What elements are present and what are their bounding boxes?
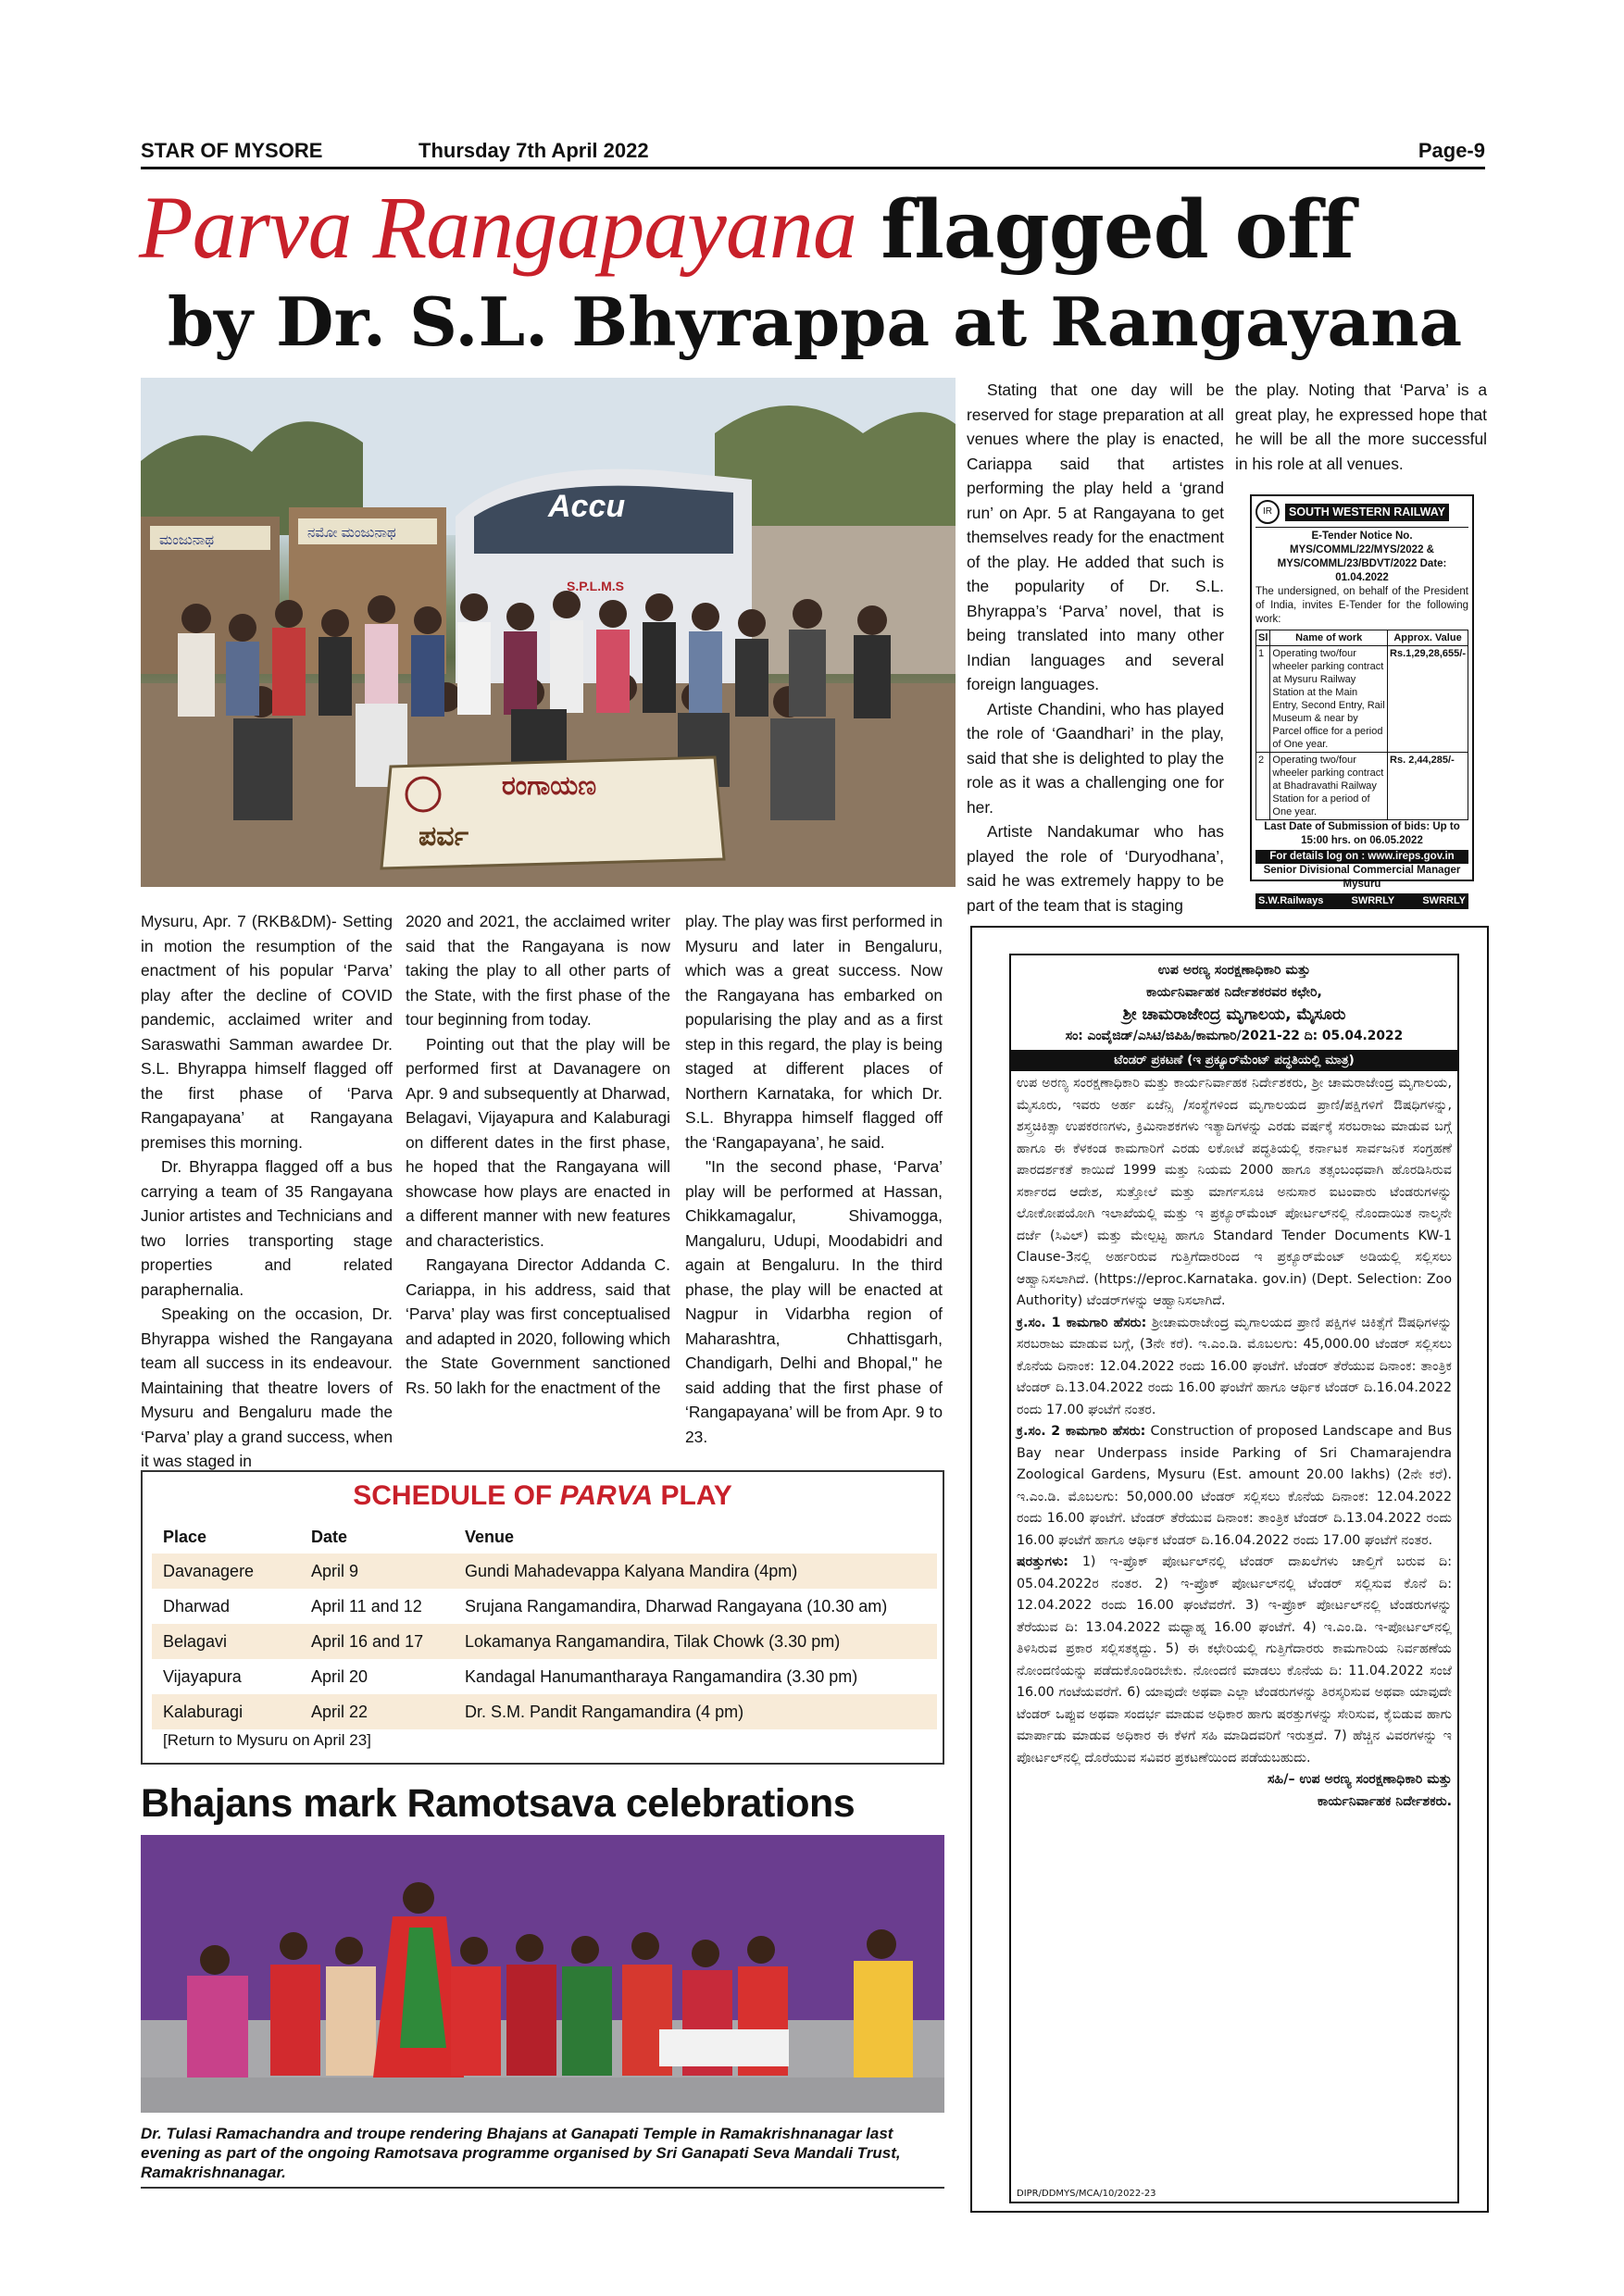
railway-tender-ad [1250, 494, 1474, 906]
article-paragraph: Dr. Bhyrappa flagged off a bus carrying a team of 35 Rangayana Junior artistes and Technicians and two lorries transporting stage properties and related paraphernalia. [141, 1157, 393, 1299]
zoo-ad-work-1-label: ಕ್ರ.ಸಂ. 1 ಕಾಮಗಾರಿ ಹೆಸರು: [1017, 1315, 1147, 1330]
zoo-ad-work-2-label: ಕ್ರ.ಸಂ. 2 ಕಾಮಗಾರಿ ಹೆಸರು: [1017, 1424, 1146, 1439]
zoo-ad-paragraph: ಉಪ ಅರಣ್ಯ ಸಂರಕ್ಷಣಾಧಿಕಾರಿ ಮತ್ತು ಕಾರ್ಯನಿರ್ವಾಹಕ ನಿರ್ದೇಶಕರು, ಶ್ರೀ ಚಾಮರಾಜೇಂದ್ರ ಮೃಗಾಲಯ, ಮೈಸೂರು, ಇವರು ಅರ್ಹ ಏಜೆನ್ಸಿ /ಸಂಸ್ಥೆಗಳಿಂದ ಮೃಗಾಲಯದ ಪ್ರಾಣಿ/ಪಕ್ಷಿಗಳಿಗೆ ಔಷಧಿಗಳನ್ನು, ಶಸ್ತ್ರಚಿಕಿತ್ಸಾ ಉಪಕರಣಗಳು, ಕ್ರಿಮಿನಾಶಕಗಳು ಇತ್ಯಾದಿಗಳನ್ನು ಎರಡು ವರ್ಷಕ್ಕೆ ಸರಬರಾಜು ಮಾಡುವ ಬಗ್ಗೆ ಹಾಗೂ ಈ ಕೆಳಕಂಡ ಕಾಮಗಾರಿಗೆ ಎರಡು ಲಕೋಟೆ ಪದ್ಧತಿಯಲ್ಲಿ ಕರ್ನಾಟಕ ಸಾರ್ವಜನಿಕ ಸಂಗ್ರಹಣೆ ಪಾರದರ್ಶಕತೆ ಕಾಯಿದೆ 1999 ಮತ್ತು ನಿಯಮ 2000 ಹಾಗೂ ತತ್ಸಂಬಂಧವಾಗಿ ಹೊರಡಿಸಿರುವ ಸರ್ಕಾರದ ಆದೇಶ, ಸುತ್ತೋಲೆ ಮತ್ತು ಮಾರ್ಗಸೂಚಿ ಅನುಸಾರ ಐಟಂವಾರು ಟೆಂಡರುಗಳನ್ನು ಲೋಕೋಪಯೋಗಿ ಇಲಾಖೆಯಲ್ಲಿ ಮತ್ತು ಇ ಪ್ರಕ್ಯೂರ್‌ಮೆಂಟ್ ಪೋರ್ಟಲ್‌ನಲ್ಲಿ ನೊಂದಾಯಿತ ನಾಲ್ಕನೇ ದರ್ಜೆ (ಸಿವಿಲ್) ಮತ್ತು ಮೇಲ್ಪಟ್ಟ ಹಾಗೂ Standard Tender Documents KW-1 Clause-3ನಲ್ಲಿ ಅರ್ಹರಿರುವ ಗುತ್ತಿಗೆದಾರರಿಂದ ಇ ಪ್ರಕ್ಯೂರ್‌ಮೆಂಟ್ ಅಡಿಯಲ್ಲಿ ಸಲ್ಲಿಸಲು ಆಹ್ವಾನಿಸಲಾಗಿದೆ. (https://eproc.Karnataka. gov.in) (Dept. Selection: Zoo Authority) ಟೆಂಡರ್‌ಗಳನ್ನು ಆಹ್ವಾನಿಸಲಾಗಿದೆ. [1017, 1076, 1452, 1308]
table-cell: Davanagere [152, 1554, 300, 1589]
table-row [152, 1589, 937, 1624]
railway-ad-header [1255, 500, 1468, 528]
bus-name: Accu [548, 489, 626, 524]
article-paragraph: Artiste Chandini, who has played the role of ‘Gaandhari’ in the play, said that she is delighted to play the role as it was a challenging one for her. [967, 699, 1224, 817]
zoo-ad-signature-2: ಕಾರ್ಯನಿರ್ವಾಹಕ ನಿರ್ದೇಶಕರು. [1317, 1793, 1452, 1809]
article-column-2 [406, 909, 670, 1400]
article-paragraph: Mysuru, Apr. 7 (RKB&DM)- Setting in motion the resumption of the enactment of his popular ‘Parva’ play after the decline of COVID pandemic, acclaimed writer and Saraswathi Samman awardee Dr. S.L. Bhyrappa himself flagged off the first phase of ‘Parva Rangapayana’ at Rangayana premises this morning. [141, 912, 393, 1152]
zoo-ad-head-line3: ಶ್ರೀ ಚಾಮರಾಜೇಂದ್ರ ಮೃಗಾಲಯ, ಮೈಸೂರು [1122, 1005, 1346, 1024]
article-paragraph: Stating that one day will be reserved for stage preparation at all venues where the play is enacted, Cariappa said that artistes performing the play held a ‘grand run’ on Apr. 5 at Rangayana to get themselves ready for the enactment of the play. He added that such is the popularity of Dr. S.L. Bhyrappa’s ‘Parva’ novel, that is being translated into many other Indian languages and several foreign languages. [967, 381, 1224, 693]
railway-work-table [1255, 630, 1468, 820]
table-cell: Lokamanya Rangamandira, Tilak Chowk (3.30 pm) [454, 1624, 937, 1659]
article-paragraph: "In the second phase, ‘Parva’ play will be performed at Hassan, Chikkamagalur, Shivamogga, Mangaluru, Udupi, Moodabidri and again at Bengaluru. In the third phase, the play will be enacted at Nagpur in Vidarbha region of Maharashtra, Chhattisgarh, Chandigarh, Delhi and Bhopal," he said adding that the first phase of ‘Rangapayana’ will be from Apr. 9 to 23. [685, 1157, 943, 1446]
railway-last-date: Last Date of Submission of bids: Up to 15:00 hrs. on 06.05.2022 [1264, 821, 1460, 846]
table-header: Sl [1256, 630, 1270, 646]
masthead-rule [141, 167, 1485, 169]
schedule-title-italic: PARVA [559, 1480, 654, 1511]
table-header: Place [163, 1527, 207, 1546]
schedule-note: [Return to Mysuru on April 23] [163, 1731, 371, 1749]
bottom-rule [141, 2187, 944, 2189]
railway-intro: The undersigned, on behalf of the President of India, invites E-Tender for the following work: [1255, 586, 1468, 625]
article-column-4 [967, 378, 1224, 917]
zoo-ad-work-2 [1017, 1421, 1452, 1552]
table-header: Date [311, 1527, 348, 1546]
article-paragraph: Speaking on the occasion, Dr. Bhyrappa wished the Rangayana team all success in its endeavour. Maintaining that theatre lovers of Mysuru and Bengaluru made the ‘Parva’ play a grand success, when it was staged in [141, 1304, 393, 1470]
headline-black-part: flagged off [881, 183, 1354, 277]
table-row [1256, 646, 1468, 753]
railway-notice-number: E-Tender Notice No. MYS/COMML/22/MYS/2022 & MYS/COMML/23/BDVT/2022 Date: 01.04.2022 [1277, 530, 1447, 583]
zoo-ad-conditions-label: ಷರತ್ತುಗಳು: [1017, 1554, 1068, 1569]
railway-details-link: For details log on : www.ireps.gov.in [1255, 850, 1468, 864]
zoo-ad-work-2-text: Construction of proposed Landscape and Bus Bay near Underpass inside Parking of Sri Chamarajendra Zoological Gardens, Mysuru (Est. amount 20.00 lakhs) (2ನೇ ಕರೆ). ಇ.ಎಂ.ಡಿ. ಮೊಬಲಗು: 50,000.00 ಟೆಂಡರ್ ಸಲ್ಲಿಸಲು ಕೊನೆಯ ದಿನಾಂಕ: 12.04.2022 ರಂದು 16.00 ಘಂಟೆಗೆ. ಟೆಂಡರ್ ತೆರೆಯುವ ದಿನಾಂಕ: ತಾಂತ್ರಿಕ ಟೆಂಡರ್ ದಿ.13.04.2022 ರಂದು 16.00 ಘಂಟೆಗೆ ಹಾಗೂ ಆರ್ಥಿಕ ಟೆಂಡರ್ ದಿ.16.04.2022 ರಂದು 17.00 ಘಂಟೆಗೆ ನಂತರ. [1017, 1424, 1452, 1548]
table-row [152, 1659, 937, 1694]
article-paragraph: Pointing out that the play will be performed first at Davanagere on Apr. 9 and subsequently at Dharwad, Belagavi, Vijayapura and Kalaburagi on different dates in the first phase, he hoped that the Rangayana will showcase how plays are enacted in a different manner with new features and characteristics. [406, 1034, 670, 1250]
zoo-ad-reference: ಸಂ: ಎಂವೈಜಿಡ್/ಎಸಿಟಿ/ಜಿಪಿಹಿ/ಕಾಮಗಾರಿ/2021-22 ದಿ: 05.04.2022 [1065, 1029, 1404, 1043]
railway-logo-icon: IR [1255, 500, 1280, 524]
railway-footer [1255, 893, 1468, 909]
issue-date: Thursday 7th April 2022 [418, 139, 649, 162]
lorry-right-sign: ನಮೋ ಮಂಜುನಾಥ [307, 525, 396, 541]
page-number: Page-9 [1418, 139, 1485, 162]
headline-line2: by Dr. S.L. Bhyrappa at Rangayana [167, 282, 1463, 361]
railway-ad-title: SOUTH WESTERN RAILWAY [1285, 504, 1449, 521]
zoo-ad-signature-1: ಸಹಿ/– ಉಪ ಅರಣ್ಯ ಸಂರಕ್ಷಣಾಧಿಕಾರಿ ಮತ್ತು [1268, 1772, 1452, 1787]
schedule-box [141, 1470, 944, 1765]
banner-sub: ಪರ್ವ [418, 821, 469, 852]
zoo-tender-ad [970, 926, 1489, 2213]
table-cell: Dharwad [163, 1596, 231, 1616]
table-header: Name of work [1270, 630, 1388, 646]
bhajan-caption: Dr. Tulasi Ramachandra and troupe rendering Bhajans at Ganapati Temple in Ramakrishnanagar last evening as part of the ongoing Ramotsava programme organised by Sri Ganapati Seva Mandali Trust, Ramakrishnanagar. [141, 2125, 901, 2181]
table-cell: Belagavi [152, 1624, 300, 1659]
bus-plate: S.P.L.M.S [567, 579, 624, 593]
table-cell: Rs. 2,44,285/- [1388, 753, 1468, 820]
zoo-ad-head-line2: ಕಾರ್ಯನಿರ್ವಾಹಕ ನಿರ್ದೇಶಕರವರ ಕಛೇರಿ, [1146, 985, 1322, 1000]
table-row [152, 1694, 937, 1729]
railway-footer-left: S.W.Railways [1258, 895, 1324, 906]
table-cell: Rs.1,29,28,655/- [1388, 646, 1468, 753]
table-cell: 1 [1256, 646, 1270, 753]
table-cell: Kalaburagi [152, 1694, 300, 1729]
railway-footer-mid: SWRRLY [1351, 895, 1395, 906]
zoo-ad-conditions [1017, 1552, 1452, 1769]
flag-off-photo [141, 378, 956, 887]
zoo-ad-heading [1017, 959, 1452, 1026]
bhajan-photo [141, 1835, 944, 2113]
table-cell: April 11 and 12 [311, 1596, 422, 1616]
article-paragraph: Artiste Nandakumar who has played the role of ‘Duryodhana’, said he was extremely happy to be part of the team that is staging [967, 822, 1224, 915]
article-column-1 [141, 909, 393, 1474]
table-header: Venue [465, 1527, 515, 1546]
article-column-5 [1235, 378, 1487, 476]
zoo-ad-head-line1: ಉಪ ಅರಣ್ಯ ಸಂರಕ್ಷಣಾಧಿಕಾರಿ ಮತ್ತು [1157, 963, 1311, 978]
article-paragraph: 2020 and 2021, the acclaimed writer said that the Rangayana is now taking the play to all other parts of the State, with the first phase of the tour beginning from today. [406, 912, 670, 1029]
schedule-title-post: PLAY [653, 1480, 732, 1511]
headline-red-part: Parva Rangapayana [139, 178, 856, 277]
table-cell: April 16 and 17 [300, 1624, 454, 1659]
table-cell: Operating two/four wheeler parking contract at Bhadravathi Railway Station for a period of One year. [1270, 753, 1388, 820]
table-cell: Operating two/four wheeler parking contract at Mysuru Railway Station at the Main Entry, Second Entry, Rail Museum & near by Parcel office for a period of One year. [1270, 646, 1388, 753]
schedule-table [152, 1520, 937, 1729]
schedule-title [143, 1472, 943, 1520]
article-paragraph: the play. Noting that ‘Parva’ is a great play, he expressed hope that he will be all the more successful in his role at all venues. [1235, 381, 1487, 473]
bhajan-headline: Bhajans mark Ramotsava celebrations [141, 1781, 856, 1826]
table-cell: Dr. S.M. Pandit Rangamandira (4 pm) [454, 1694, 937, 1729]
article-paragraph: play. The play was first performed in Mysuru and later in Bengaluru, which was a great success. Now the Rangayana has embarked on popularising the play and as a first step in this regard, the play is being staged at different places of Northern Karnataka, for which Dr. S.L. Bhyrappa himself flagged off the ‘Rangapayana’, he said. [685, 912, 943, 1152]
newspaper-name: STAR OF MYSORE [141, 139, 323, 162]
zoo-ad-dipr-code: DIPR/DDMYS/MCA/10/2022-23 [1017, 2189, 1156, 2199]
zoo-ad-inner [1009, 954, 1459, 2203]
article-paragraph: Rangayana Director Addanda C. Cariappa, in his address, said that ‘Parva’ play was first conceptualised and adapted in 2020, following which the State Government sanctioned Rs. 50 lakh for the enactment of the [406, 1255, 670, 1397]
table-cell: April 9 [300, 1554, 454, 1589]
zoo-ad-bar: ಟೆಂಡರ್ ಪ್ರಕಟಣೆ (ಇ ಪ್ರಕ್ಯೂರ್‌ಮೆಂಟ್ ಪದ್ಧತಿಯಲ್ಲಿ ಮಾತ್ರ) [1011, 1050, 1457, 1072]
table-cell: Srujana Rangamandira, Dharwad Rangayana (10.30 am) [465, 1596, 888, 1616]
lorry-left-sign: ಮಂಜುನಾಥ [159, 532, 215, 548]
table-header: Approx. Value [1388, 630, 1468, 646]
masthead [141, 139, 1485, 170]
headline-line1 [139, 178, 1491, 283]
table-row [152, 1554, 937, 1589]
schedule-title-pre: SCHEDULE OF [353, 1480, 560, 1511]
railway-signatory: Senior Divisional Commercial Manager Mysuru [1263, 865, 1461, 890]
table-cell: Vijayapura [163, 1666, 242, 1686]
table-row [1256, 753, 1468, 820]
article-column-3 [685, 909, 943, 1449]
banner-title: ರಂಗಾಯಣ [502, 771, 597, 800]
table-row [152, 1624, 937, 1659]
zoo-ad-conditions-text: 1) ಇ-ಪ್ರೊಕ್ ಪೋರ್ಟಲ್‌ನಲ್ಲಿ ಟೆಂಡರ್ ದಾಖಲೆಗಳು ಚಾಲ್ತಿಗೆ ಬರುವ ದಿ: 05.04.2022ರ ನಂತರ. 2) ಇ-ಪ್ರೊಕ್ ಪೋರ್ಟಲ್‌ನಲ್ಲಿ ಟೆಂಡರ್ ಸಲ್ಲಿಸುವ ಕೊನೆ ದಿ: 12.04.2022 ರಂದು 16.00 ಘಂಟೆವರೆಗೆ. 3) ಇ-ಪ್ರೊಕ್ ಪೋರ್ಟಲ್‌ನಲ್ಲಿ ಟೆಂಡರುಗಳನ್ನು ತೆರೆಯುವ ದಿ: 13.04.2022 ಮಧ್ಯಾಹ್ನ 16.00 ಘಂಟೆಗೆ. 4) ಇ.ಎಂ.ಡಿ. ಇ-ಪೋರ್ಟಲ್‌ನಲ್ಲಿ ತಿಳಿಸಿರುವ ಪ್ರಕಾರ ಸಲ್ಲಿಸತಕ್ಕದ್ದು. 5) ಈ ಕಛೇರಿಯಲ್ಲಿ ಗುತ್ತಿಗೆದಾರರು ಕಾಮಗಾರಿಯ ನಿರ್ವಹಣೆಯ ನೋಂದಣಿಯನ್ನು ಪಡೆದುಕೊಂಡಿರಬೇಕು. ನೋಂದಣಿ ಮಾಡಲು ಕೊನೆಯ ದಿ: 11.04.2022 ಸಂಜೆ 16.00 ಗಂಟೆಯವರೆಗೆ. 6) ಯಾವುದೇ ಅಥವಾ ಎಲ್ಲಾ ಟೆಂಡರುಗಳನ್ನು ತಿರಸ್ಕರಿಸುವ ಅಥವಾ ಯಾವುದೇ ಟೆಂಡರ್ ಒಪ್ಪುವ ಅಥವಾ ಸಂದರ್ಭ ಮಾಡುವ ಅಧಿಕಾರ ಹಾಗು ಷರತ್ತುಗಳನ್ನು ಸೇರಿಸುವ, ಕೈಬಿಡುವ ಹಾಗು ಮಾರ್ಪಾಡು ಮಾಡುವ ಅಧಿಕಾರ ಈ ಕೆಳಗೆ ಸಹಿ ಮಾಡಿದವರಿಗೆ ಇರುತ್ತದೆ. 7) ಹೆಚ್ಚಿನ ವಿವರಗಳನ್ನು ಇ ಪೋರ್ಟಲ್‌ನಲ್ಲಿ ದೊರೆಯುವ ಸವಿವರ ಪ್ರಕಟಣೆಯಿಂದ ಪಡೆಯಬಹುದು. [1017, 1554, 1452, 1766]
table-cell: 2 [1256, 753, 1270, 820]
zoo-ad-work-1 [1017, 1313, 1452, 1422]
table-cell: Kandagal Hanumantharaya Rangamandira (3.30 pm) [465, 1666, 858, 1686]
zoo-ad-work-1-text: ಶ್ರೀಚಾಮರಾಜೇಂದ್ರ ಮೃಗಾಲಯದ ಪ್ರಾಣಿ ಪಕ್ಷಿಗಳ ಚಿಕಿತ್ಸೆಗೆ ಔಷಧಿಗಳನ್ನು ಸರಬರಾಜು ಮಾಡುವ ಬಗ್ಗೆ, (3ನೇ ಕರೆ). ಇ.ಎಂ.ಡಿ. ಮೊಬಲಗು: 45,000.00 ಟೆಂಡರ್ ಸಲ್ಲಿಸಲು ಕೊನೆಯ ದಿನಾಂಕ: 12.04.2022 ರಂದು 16.00 ಘಂಟೆಗೆ. ಟೆಂಡರ್ ತೆರೆಯುವ ದಿನಾಂಕ: ತಾಂತ್ರಿಕ ಟೆಂಡರ್ ದಿ.13.04.2022 ರಂದು 16.00 ಘಂಟೆಗೆ ಹಾಗೂ ಆರ್ಥಿಕ ಟೆಂಡರ್ ದಿ.16.04.2022 ರಂದು 17.00 ಘಂಟೆಗೆ ನಂತರ. [1017, 1315, 1453, 1417]
table-cell: April 22 [300, 1694, 454, 1729]
table-cell: April 20 [311, 1666, 369, 1686]
railway-footer-right: SWRRLY [1422, 895, 1466, 906]
table-cell: Gundi Mahadevappa Kalyana Mandira (4pm) [454, 1554, 937, 1589]
